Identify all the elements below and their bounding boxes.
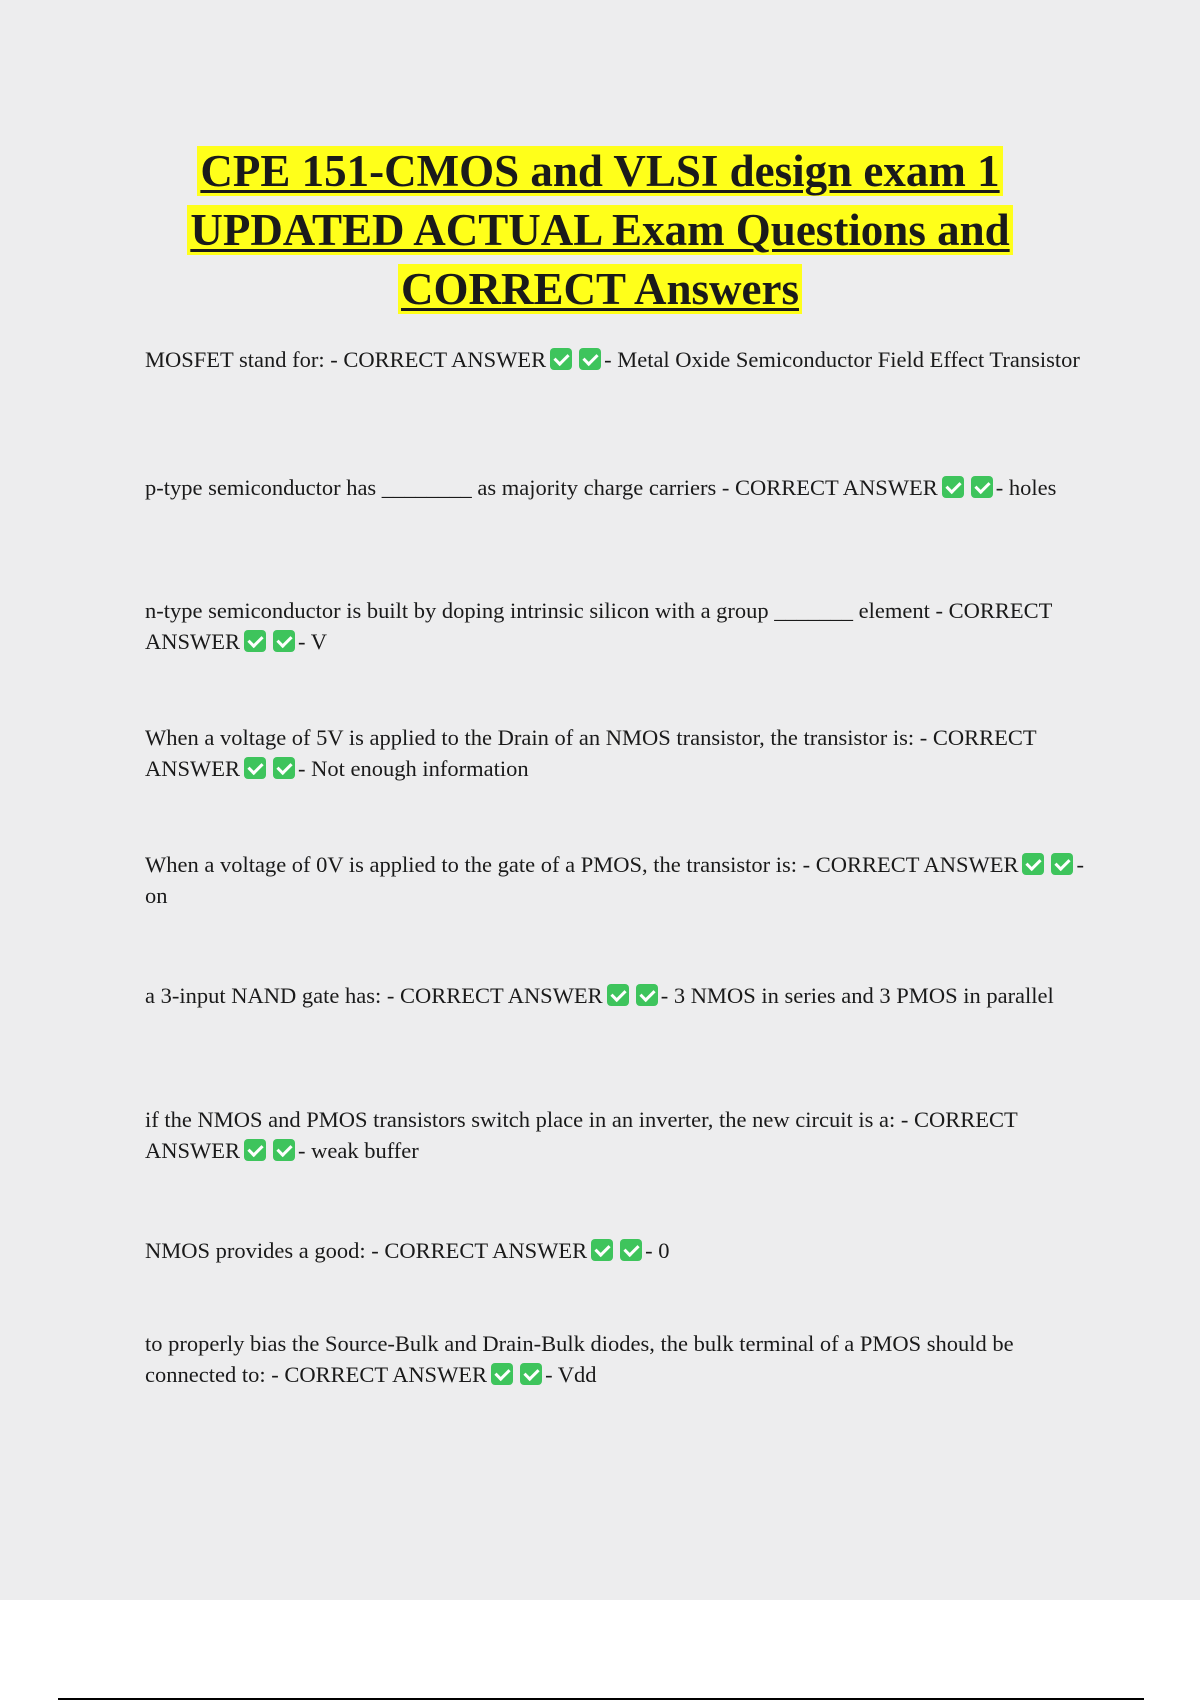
answer-marker: - CORRECT ANSWER [271,1362,488,1387]
answer-text: Vdd [557,1362,597,1387]
check-box-icon [971,476,993,498]
title-highlight: CPE 151-CMOS and VLSI design exam 1 UPDATED ACTUAL Exam Questions and CORRECT Answers [187,146,1012,314]
answer-marker: - CORRECT ANSWER [386,983,603,1008]
qa-item-2: p-type semiconductor has ________ as majority charge carriers - CORRECT ANSWER - holes [145,475,1057,500]
qa-item-8: NMOS provides a good: - CORRECT ANSWER - 0 [145,1238,670,1263]
qa-item-4: When a voltage of 5V is applied to the Drain of an NMOS transistor, the transistor is: - CORRECT ANSWER - Not enough information [145,725,1037,781]
answer-text: weak buffer [311,1138,419,1163]
answer-marker: - CORRECT ANSWER [145,725,1037,781]
answer-marker: - CORRECT ANSWER [802,852,1019,877]
check-box-icon [244,757,266,779]
answer-text: holes [1008,475,1057,500]
question-text: NMOS provides a good: [145,1238,366,1263]
answer-marker: - CORRECT ANSWER [330,347,547,372]
answer-marker: - CORRECT ANSWER [721,475,938,500]
check-box-icon [591,1239,613,1261]
check-box-icon [244,1139,266,1161]
qa-item-6: a 3-input NAND gate has: - CORRECT ANSWER - 3 NMOS in series and 3 PMOS in parallel [145,983,1054,1008]
check-box-icon [620,1239,642,1261]
qa-item-9: to properly bias the Source-Bulk and Drain-Bulk diodes, the bulk terminal of a PMOS should be connected to: - CORRECT ANSWER - Vdd [145,1331,1014,1387]
answer-text: V [310,629,327,654]
question-text: n-type semiconductor is built by doping intrinsic silicon with a group _______ element [145,598,930,623]
question-text: When a voltage of 5V is applied to the Drain of an NMOS transistor, the transistor is: [145,725,915,750]
check-box-icon [273,757,295,779]
check-box-icon [491,1363,513,1385]
qa-item-3: n-type semiconductor is built by doping intrinsic silicon with a group _______ element - CORRECT ANSWER - V [145,598,1052,654]
check-box-icon [550,348,572,370]
question-text: When a voltage of 0V is applied to the gate of a PMOS, the transistor is: [145,852,797,877]
check-box-icon [942,476,964,498]
check-box-icon [1022,853,1044,875]
qa-item-1: MOSFET stand for: - CORRECT ANSWER - Metal Oxide Semiconductor Field Effect Transistor [145,347,1080,372]
qa-item-7: if the NMOS and PMOS transistors switch place in an inverter, the new circuit is a: - CORRECT ANSWER - weak buffer [145,1107,1018,1163]
answer-marker: - CORRECT ANSWER [145,1107,1018,1163]
answer-text: on [145,883,168,908]
check-box-icon [520,1363,542,1385]
answer-text: Metal Oxide Semiconductor Field Effect Transistor [617,347,1080,372]
question-text: to properly bias the Source-Bulk and Drain-Bulk diodes, the bulk terminal of a PMOS should be connected to: [145,1331,1014,1387]
answer-marker: - CORRECT ANSWER [145,598,1052,654]
check-box-icon [1051,853,1073,875]
question-text: a 3-input NAND gate has: [145,983,382,1008]
check-box-icon [244,630,266,652]
check-box-icon [579,348,601,370]
question-text: if the NMOS and PMOS transistors switch place in an inverter, the new circuit is a: [145,1107,896,1132]
question-text: p-type semiconductor has ________ as majority charge carriers [145,475,717,500]
answer-text: 0 [658,1238,670,1263]
answer-marker: - CORRECT ANSWER [371,1238,588,1263]
check-box-icon [636,984,658,1006]
answer-text: Not enough information [311,756,529,781]
check-box-icon [273,1139,295,1161]
check-box-icon [607,984,629,1006]
question-text: MOSFET stand for: [145,347,325,372]
answer-text: 3 NMOS in series and 3 PMOS in parallel [673,983,1054,1008]
document-title [150,142,1050,319]
check-box-icon [273,630,295,652]
qa-item-5: When a voltage of 0V is applied to the gate of a PMOS, the transistor is: - CORRECT ANSWER - on [145,852,1084,908]
